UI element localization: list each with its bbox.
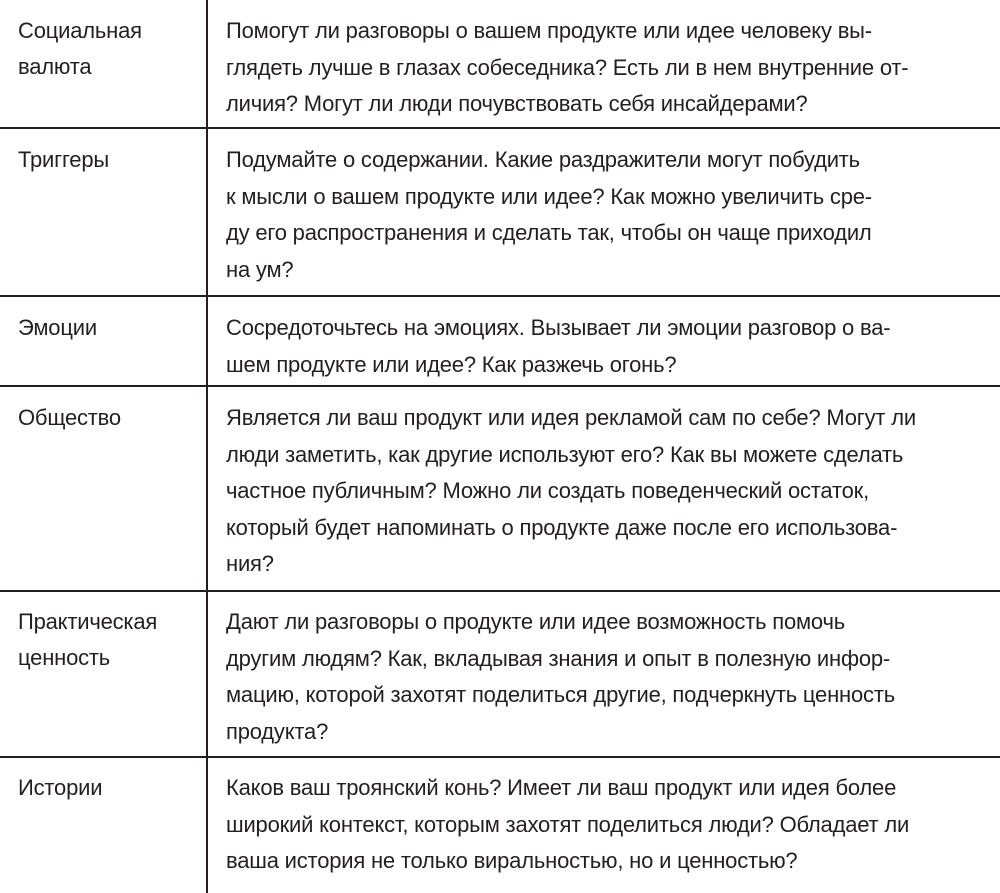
row-divider — [0, 295, 1000, 297]
text-line: Является ли ваш продукт или идея рекламой сам по себе? Могут ли — [226, 405, 916, 430]
row-divider — [0, 385, 1000, 387]
row-text-emotions — [226, 310, 996, 383]
text-line: Сосредоточьтесь на эмоциях. Вызывает ли эмоции разговор о ва- — [226, 315, 891, 340]
row-divider — [0, 756, 1000, 758]
row-text-stories — [226, 770, 996, 880]
row-label-stories: Истории — [18, 775, 103, 800]
text-line: ния? — [226, 551, 274, 576]
text-line: частное публичным? Можно ли создать поведенческий остаток, — [226, 478, 869, 503]
text-line: на ум? — [226, 256, 294, 282]
row-label-social-currency: Социальная валюта — [18, 18, 142, 79]
row-divider — [0, 127, 1000, 129]
row-divider — [0, 590, 1000, 592]
text-line: глядеть лучше в глазах собеседника? Есть ли в нем внутренние от- — [226, 54, 909, 80]
text-line: продукта? — [226, 718, 329, 744]
text-line: другим людям? Как, вкладывая знания и опыт в полезную инфор- — [226, 645, 891, 671]
column-divider — [206, 0, 208, 893]
row-label-practical-value: Практическая ценность — [18, 609, 158, 670]
text-line: ду его распространения и сделать так, чтобы он чаще приходил — [226, 220, 872, 245]
row-text-practical-value — [226, 604, 996, 750]
text-line: мацию, которой захотят поделиться другие, подчеркнуть ценность — [226, 682, 895, 707]
row-label-public: Общество — [18, 405, 121, 430]
text-line: широкий контекст, которым захотят поделиться люди? Обладает ли — [226, 811, 910, 837]
text-line: Подумайте о содержании. Какие раздражители могут побудить — [226, 147, 860, 172]
row-label-triggers: Триггеры — [18, 147, 109, 172]
text-line: Помогут ли разговоры о вашем продукте или идее человеку вы- — [226, 18, 872, 43]
text-line: личия? Могут ли люди почувствовать себя инсайдерами? — [226, 91, 808, 116]
row-text-triggers — [226, 142, 996, 288]
text-line: шем продукте или идее? Как разжечь огонь? — [226, 351, 677, 377]
text-line: люди заметить, как другие используют его? Как вы можете сделать — [226, 441, 904, 467]
text-line: Дают ли разговоры о продукте или идее возможность помочь — [226, 609, 846, 634]
row-label-emotions: Эмоции — [18, 315, 97, 340]
text-line: к мысли о вашем продукте или идее? Как можно увеличить сре- — [226, 183, 872, 209]
text-line: который будет напоминать о продукте даже после его использова- — [226, 514, 898, 540]
text-line: ваша история не только виральностью, но и ценностью? — [226, 848, 798, 873]
text-line: Каков ваш троянский конь? Имеет ли ваш продукт или идея более — [226, 775, 897, 800]
row-text-public — [226, 400, 996, 583]
row-text-social-currency — [226, 13, 996, 123]
